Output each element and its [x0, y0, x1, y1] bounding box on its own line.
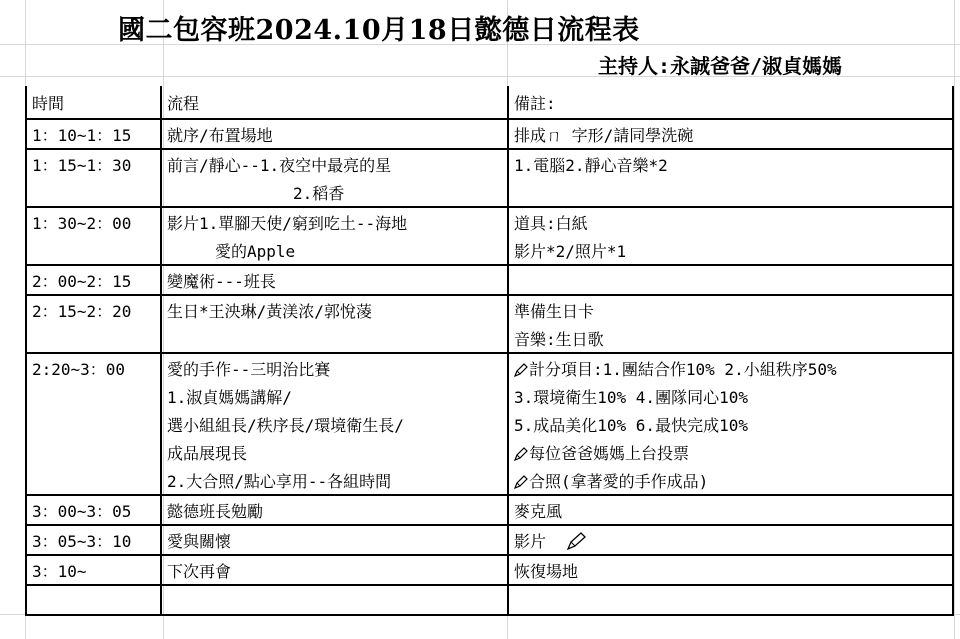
notes-text: 影片: [514, 531, 547, 551]
pen-icon: [514, 363, 528, 377]
time-cell: [26, 236, 161, 265]
pen-icon: [514, 475, 528, 489]
table-row: [26, 438, 953, 466]
time-cell: 3：05~3：10: [26, 525, 161, 555]
table-row: [26, 236, 953, 265]
grid-line: [954, 0, 955, 639]
notes-text: 計分項目:1.團結合作10% 2.小組秩序50%: [529, 359, 837, 379]
notes-text: 每位爸爸媽媽上台投票: [529, 443, 690, 463]
host-line: 主持人:永誠爸爸/淑貞媽媽: [598, 54, 843, 78]
notes-cell: 道具:白紙: [508, 207, 953, 236]
notes-cell: [508, 178, 953, 207]
time-cell: [26, 585, 161, 615]
header-flow: 流程: [161, 86, 508, 119]
flow-cell: [161, 585, 508, 615]
time-cell: 3：10~: [26, 555, 161, 585]
time-cell: 2:20~3：00: [26, 353, 161, 382]
table-row: [26, 525, 953, 555]
flow-text: 2.稻香: [293, 183, 345, 203]
notes-text: 合照(拿著愛的手作成品): [529, 471, 709, 491]
table-row: [26, 178, 953, 207]
flow-cell: 1.淑貞媽媽講解/: [161, 382, 508, 410]
flow-cell: 前言/靜心--1.夜空中最亮的星: [161, 149, 508, 178]
flow-text: 愛的Apple: [215, 241, 296, 261]
notes-cell: 音樂:生日歌: [508, 324, 953, 353]
flow-cell: 愛的手作--三明治比賽: [161, 353, 508, 382]
time-cell: [26, 178, 161, 207]
table-row: [26, 555, 953, 585]
notes-cell: 排成ㄇ 字形/請同學洗碗: [508, 119, 953, 149]
time-cell: 2：15~2：20: [26, 295, 161, 324]
flow-cell: [161, 236, 508, 265]
table-row: [26, 585, 953, 615]
flow-cell: 2.大合照/點心享用--各組時間: [161, 466, 508, 495]
time-cell: 1：15~1：30: [26, 149, 161, 178]
table-row: [26, 149, 953, 178]
flow-cell: 下次再會: [161, 555, 508, 585]
notes-cell: [508, 265, 953, 295]
table-row: [26, 207, 953, 236]
table-header-row: [26, 86, 953, 119]
schedule-table: [25, 86, 954, 616]
notes-cell: 3.環境衛生10% 4.團隊同心10%: [508, 382, 953, 410]
time-cell: [26, 466, 161, 495]
table-row: [26, 295, 953, 324]
flow-cell: 影片1.單腳天使/窮到吃土--海地: [161, 207, 508, 236]
flow-cell: 生日*王泱琳/黃渼浓/郭悅蓤: [161, 295, 508, 324]
time-cell: [26, 382, 161, 410]
notes-cell: 影片*2/照片*1: [508, 236, 953, 265]
pen-icon: [514, 447, 528, 461]
table-row: [26, 353, 953, 382]
time-cell: 3：00~3：05: [26, 495, 161, 525]
notes-cell: [508, 353, 953, 382]
flow-cell: [161, 178, 508, 207]
time-cell: [26, 324, 161, 353]
time-cell: [26, 410, 161, 438]
flow-cell: 愛與關懷: [161, 525, 508, 555]
table-row: [26, 495, 953, 525]
time-cell: 2：00~2：15: [26, 265, 161, 295]
flow-cell: 變魔術---班長: [161, 265, 508, 295]
flow-cell: 選小組組長/秩序長/環境衛生長/: [161, 410, 508, 438]
notes-cell: 準備生日卡: [508, 295, 953, 324]
table-row: [26, 382, 953, 410]
time-cell: 1：30~2：00: [26, 207, 161, 236]
page-title: 國二包容班2024.10月18日懿德日流程表: [118, 15, 640, 46]
time-cell: 1：10~1：15: [26, 119, 161, 149]
notes-cell: [508, 525, 953, 555]
table-row: [26, 265, 953, 295]
flow-cell: 懿德班長勉勵: [161, 495, 508, 525]
flow-cell: [161, 324, 508, 353]
notes-cell: 麥克風: [508, 495, 953, 525]
header-notes: 備註:: [508, 86, 953, 119]
flow-cell: 就序/布置場地: [161, 119, 508, 149]
table-row: [26, 119, 953, 149]
notes-cell: [508, 438, 953, 466]
notes-cell: 恢復場地: [508, 555, 953, 585]
pen-icon: [566, 531, 588, 551]
table-row: [26, 324, 953, 353]
time-cell: [26, 438, 161, 466]
notes-cell: [508, 466, 953, 495]
flow-cell: 成品展現長: [161, 438, 508, 466]
notes-cell: 5.成品美化10% 6.最快完成10%: [508, 410, 953, 438]
table-row: [26, 410, 953, 438]
table-row: [26, 466, 953, 495]
notes-cell: 1.電腦2.靜心音樂*2: [508, 149, 953, 178]
header-time: 時間: [26, 86, 161, 119]
notes-cell: [508, 585, 953, 615]
